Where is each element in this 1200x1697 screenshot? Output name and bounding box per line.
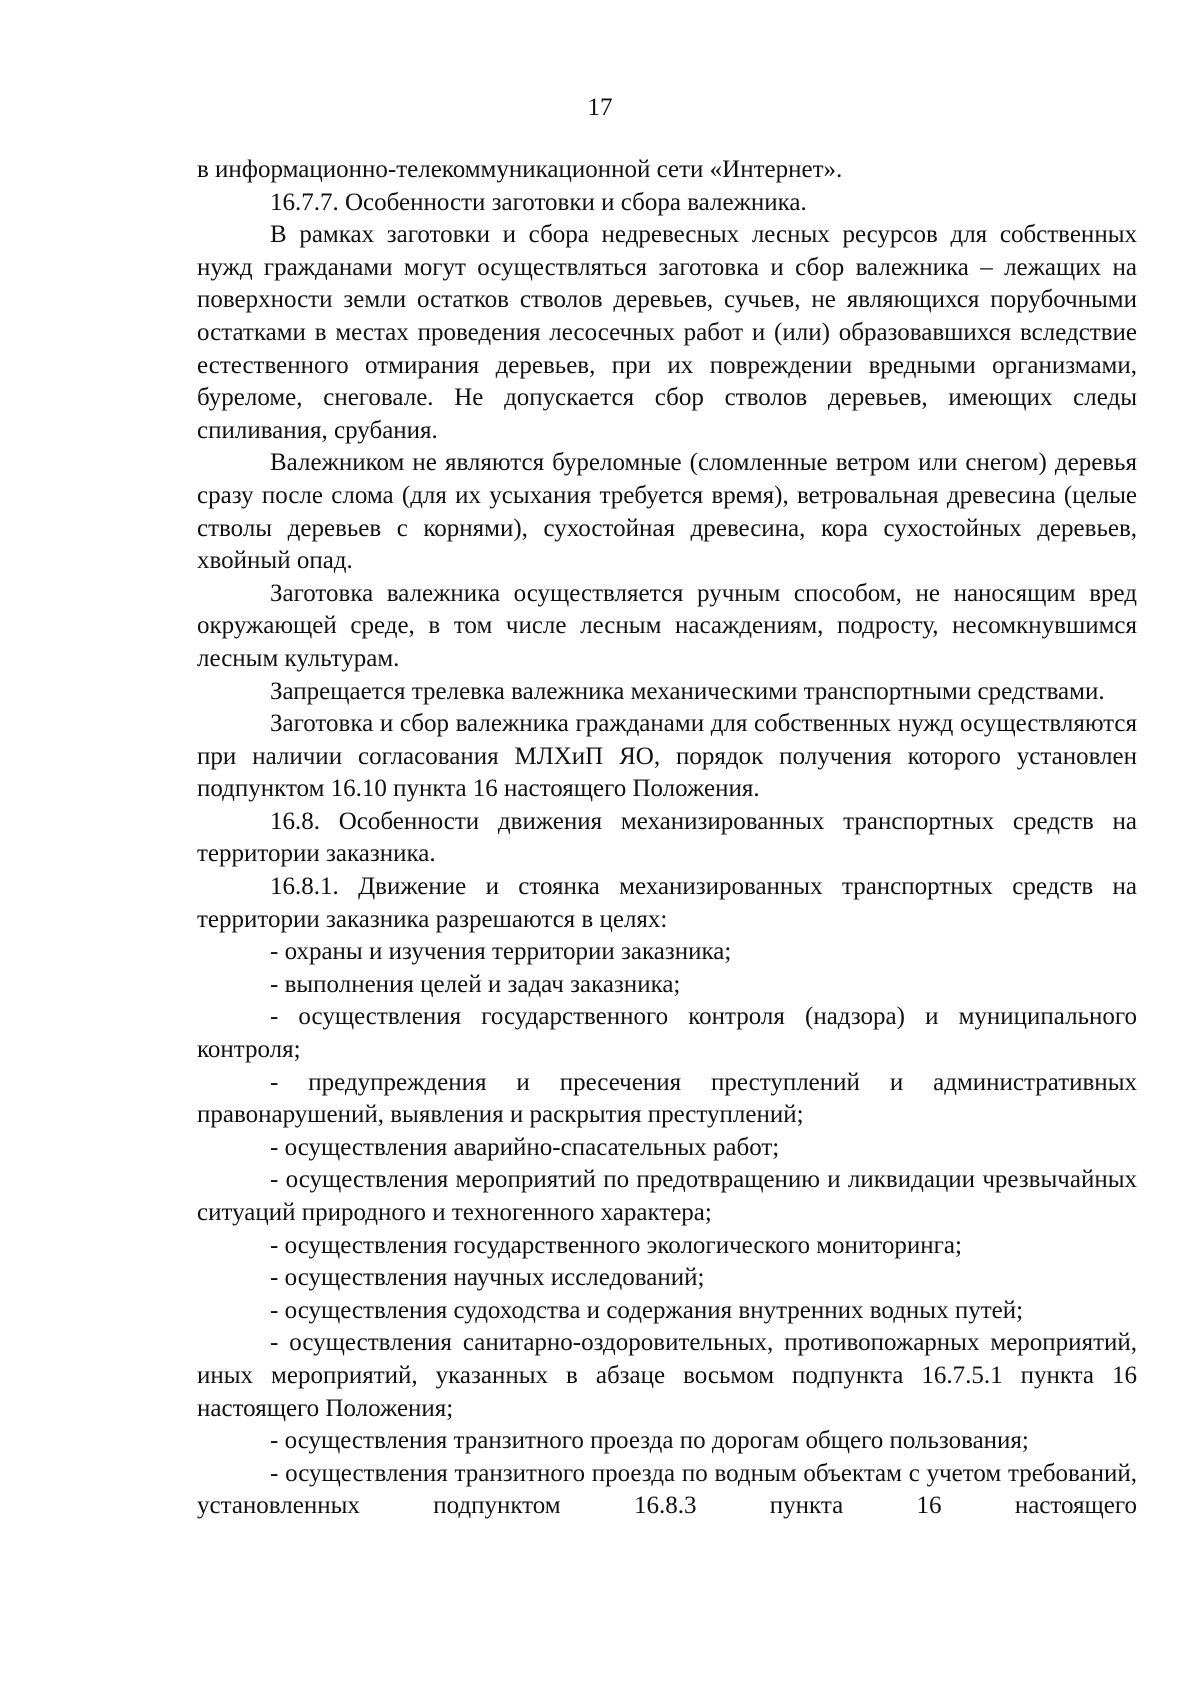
- list-item: - осуществления мероприятий по предотвращению и ликвидации чрезвычайных ситуаций природного и техногенного характера;: [197, 1166, 1137, 1226]
- paragraph-continuation: в информационно-телекоммуникационной сети «Интернет».: [197, 156, 843, 183]
- list-item: - охраны и изучения территории заказника;: [270, 938, 732, 966]
- section-heading-16-8-1: 16.8.1. Движение и стоянка механизированных транспортных средств на территории заказника разрешаются в целях:: [197, 873, 1137, 933]
- list-item: - осуществления транзитного проезда по дорогам общего пользования;: [270, 1427, 1029, 1455]
- paragraph-manual-harvesting: Заготовка валежника осуществляется ручным способом, не наносящим вред окружающей среде, в том числе лесным насаждениям, подросту, несомкнувшимся лесным культурам.: [197, 579, 1137, 672]
- list-item: - осуществления научных исследований;: [270, 1264, 705, 1292]
- list-item: - осуществления государственного экологического мониторинга;: [270, 1231, 962, 1259]
- page-number: 17: [587, 94, 613, 121]
- list-item: - предупреждения и пресечения преступлений и административных правонарушений, выявления и раскрытия преступлений;: [197, 1068, 1137, 1129]
- paragraph-skidding-prohibited: Запрещается трелевка валежника механическими транспортными средствами.: [270, 677, 1105, 705]
- paragraph-deadwood-exclusions: Валежником не являются буреломные (сломленные ветром или снегом) деревья сразу после слома (для их усыхания требуется время), ветровальная древесина (целые стволы деревьев с корнями), сухостойная древесина, кора сухостойных деревьев, хвойный опад.: [197, 449, 1137, 575]
- list-item-continued: - осуществления транзитного проезда по водным объектам с учетом требований, установленных подпунктом 16.8.3 пункта 16 настоящего: [197, 1459, 1137, 1520]
- document-body: [197, 154, 1137, 1523]
- section-heading-16-7-7: 16.7.7. Особенности заготовки и сбора валежника.: [270, 188, 807, 216]
- list-item: - осуществления государственного контроля (надзора) и муниципального контроля;: [197, 1003, 1137, 1064]
- list-item: - осуществления санитарно-оздоровительных, противопожарных мероприятий, иных мероприятий, указанных в абзаце восьмом подпункта 16.7.5.1 пункта 16 настоящего Положения;: [197, 1329, 1137, 1422]
- paragraph-deadwood-definition: В рамках заготовки и сбора недревесных лесных ресурсов для собственных нужд гражданами могут осуществляться заготовка и сбор валежника – лежащих на поверхности земли остатков стволов деревьев, сучьев, не являющихся порубочными остатками в местах проведения лесосечных работ и (или) образовавшихся вследствие естественного отмирания деревьев, при их повреждении вредными организмами, буреломе, снеговале. Не допускается сбор стволов деревьев, имеющих следы спиливания, срубания.: [197, 221, 1137, 444]
- list-item: - осуществления аварийно-спасательных работ;: [270, 1133, 780, 1161]
- list-item: - выполнения целей и задач заказника;: [270, 970, 681, 998]
- paragraph-approval-required: Заготовка и сбор валежника гражданами для собственных нужд осуществляются при наличии согласования МЛХиП ЯО, порядок получения которого установлен подпунктом 16.10 пункта 16 настоящего Положения.: [197, 710, 1137, 803]
- list-item: - осуществления судоходства и содержания внутренних водных путей;: [270, 1296, 1024, 1324]
- section-heading-16-8: 16.8. Особенности движения механизированных транспортных средств на территории заказника.: [197, 807, 1137, 868]
